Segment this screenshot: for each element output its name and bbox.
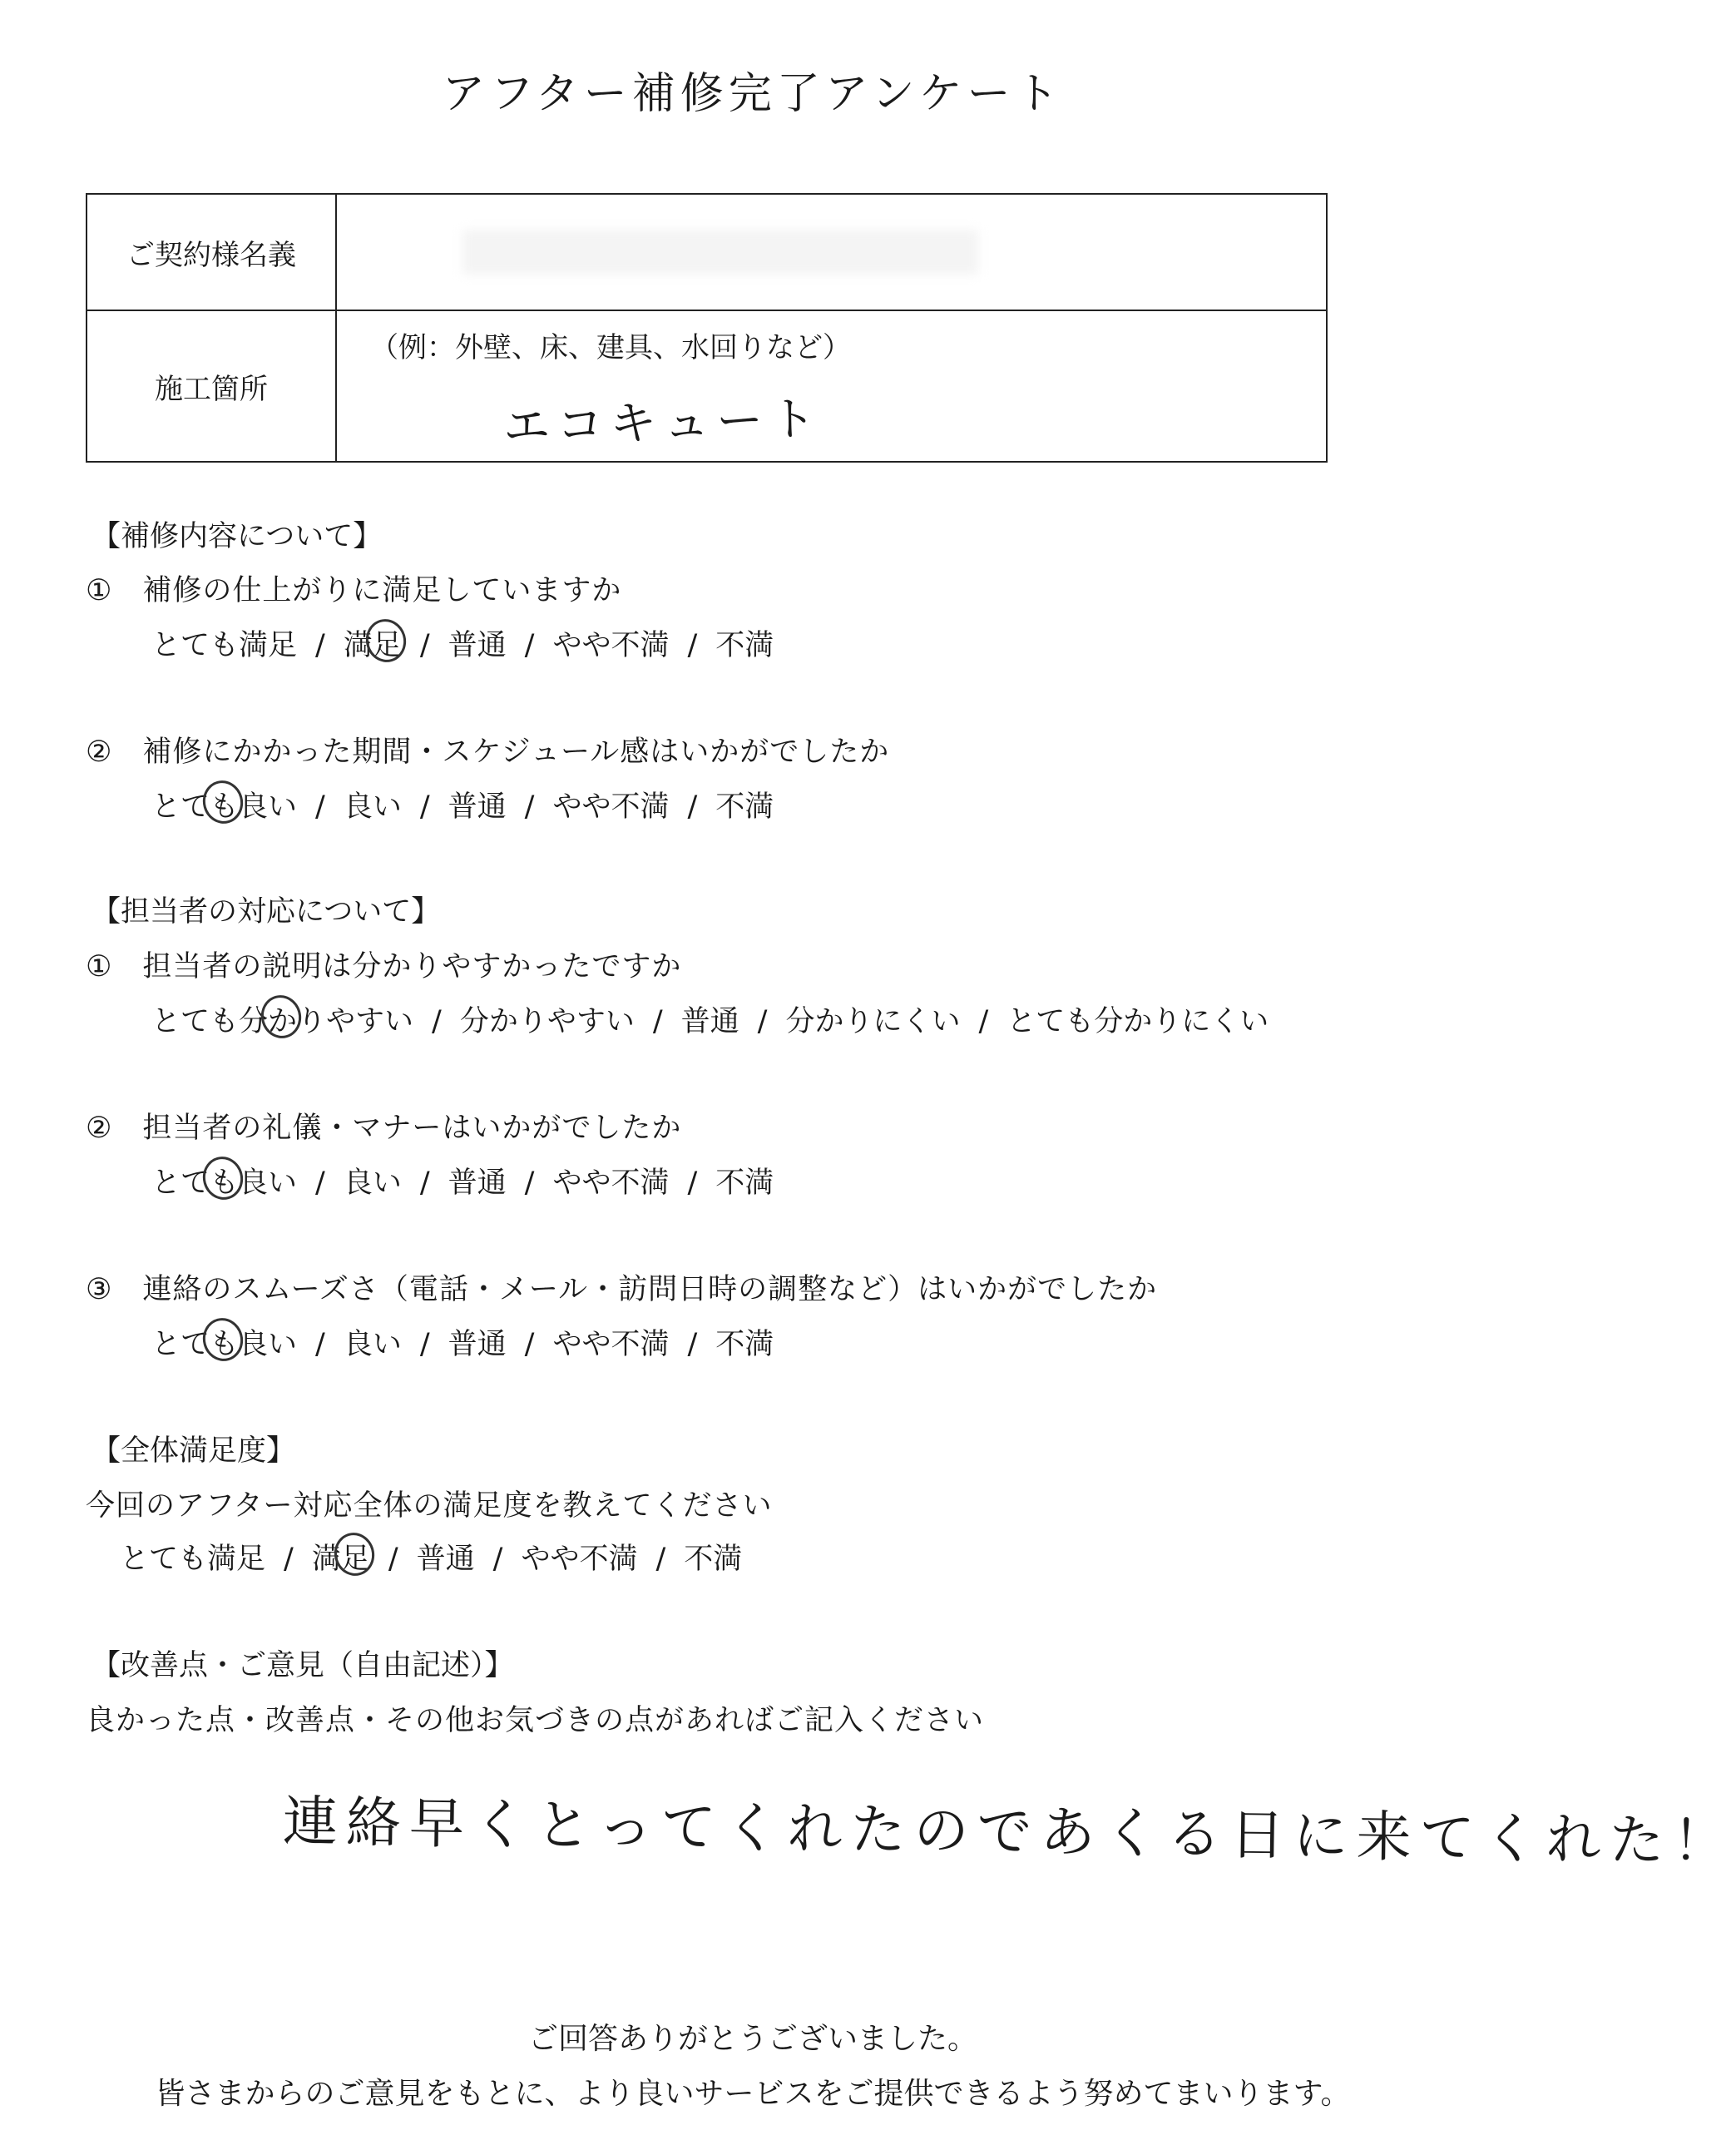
answer-option: やや不満 (521, 1543, 638, 1576)
answer-option: 分かりやすい (459, 1005, 635, 1038)
answer-option: 普通 (448, 790, 507, 824)
feedback-answer-handwritten: 連絡早くとってくれたのであくる日に来てくれた！ (282, 1789, 1736, 1875)
option-separator: / (687, 790, 698, 824)
answer-option: 普通 (448, 1167, 507, 1200)
section-heading-feedback: 【改善点・ご意見（自由記述）】 (91, 1649, 514, 1682)
answer-option: とても分かりやすい (151, 998, 413, 1040)
site-field (336, 310, 1327, 462)
answer-option: やや不満 (552, 629, 670, 662)
option-separator: / (419, 1328, 430, 1361)
answer-option: 良い (343, 790, 402, 824)
answer-option: 普通 (448, 629, 507, 662)
option-separator: / (315, 629, 325, 662)
answer-option: 満足 (312, 1536, 370, 1578)
option-separator: / (432, 1005, 442, 1038)
option-separator: / (687, 1328, 698, 1361)
answer-option: とても分かりにくい (1006, 1005, 1269, 1038)
question-staff-manners: ② 担当者の礼儀・マナーはいかがでしたか (86, 1112, 682, 1145)
option-separator: / (687, 1167, 698, 1200)
site-hint: （例：外壁、床、建具、水回りなど） (370, 331, 851, 364)
option-separator: / (524, 790, 535, 824)
option-separator: / (284, 1543, 294, 1576)
options-repair-quality (151, 622, 774, 664)
handwritten-circle-mark (198, 1314, 248, 1366)
option-separator: / (524, 1167, 535, 1200)
section-heading-staff: 【担当者の対応について】 (91, 895, 441, 929)
page-title: アフター補修完了アンケート (442, 69, 1064, 119)
answer-option: 良い (343, 1167, 402, 1200)
options-staff-manners (151, 1160, 774, 1201)
question-repair-schedule: ② 補修にかかった期間・スケジュール感はいかがでしたか (86, 736, 890, 769)
option-separator: / (978, 1005, 989, 1038)
handwritten-circle-mark (198, 776, 248, 829)
answer-option: 不満 (715, 1328, 774, 1361)
closing-message: 皆さまからのご意見をもとに、より良いサービスをご提供できるよう努めてまいります。 (155, 2077, 1351, 2111)
option-separator: / (757, 1005, 768, 1038)
answer-option: 普通 (448, 1328, 507, 1361)
option-separator: / (652, 1005, 663, 1038)
answer-option: 分かりにくい (785, 1005, 961, 1038)
handwritten-circle-mark (198, 1152, 248, 1205)
contract-name-label: ご契約様名義 (87, 194, 336, 310)
handwritten-circle-mark (256, 991, 306, 1043)
answer-option: 普通 (680, 1005, 739, 1038)
options-repair-schedule (151, 784, 774, 825)
customer-info-table (86, 193, 1328, 463)
thanks-message: ご回答ありがとうございました。 (527, 2022, 977, 2056)
answer-option: とても満足 (151, 629, 298, 662)
handwritten-circle-mark (329, 1528, 379, 1581)
options-staff-explanation (151, 998, 1269, 1040)
section-heading-overall: 【全体満足度】 (91, 1434, 296, 1468)
option-separator: / (419, 790, 430, 824)
answer-option: やや不満 (552, 1328, 670, 1361)
option-separator: / (687, 629, 698, 662)
answer-option: やや不満 (552, 1167, 670, 1200)
site-label: 施工箇所 (87, 310, 336, 462)
answer-option: 満足 (344, 622, 402, 664)
site-value-handwritten: エコキュート (502, 391, 823, 455)
option-separator: / (419, 1167, 430, 1200)
answer-option: とても良い (151, 1160, 297, 1201)
option-separator: / (492, 1543, 503, 1576)
option-separator: / (388, 1543, 398, 1576)
answer-option: 不満 (715, 790, 774, 824)
answer-option: 不満 (715, 629, 774, 662)
section-heading-repair: 【補修内容について】 (91, 520, 383, 553)
answer-option: 良い (343, 1328, 402, 1361)
contract-name-field (336, 194, 1327, 310)
answer-option: とても満足 (120, 1543, 266, 1576)
option-separator: / (655, 1543, 666, 1576)
question-contact-smoothness: ③ 連絡のスムーズさ（電話・メール・訪問日時の調整など）はいかがでしたか (86, 1273, 1158, 1306)
answer-option: 不満 (684, 1543, 743, 1576)
answer-option: 普通 (416, 1543, 475, 1576)
answer-option: とても良い (151, 784, 297, 825)
options-contact-smoothness (151, 1321, 774, 1363)
question-staff-explanation: ① 担当者の説明は分かりやすかったですか (86, 950, 682, 983)
handwritten-circle-mark (361, 615, 411, 667)
option-separator: / (524, 629, 535, 662)
options-overall (120, 1536, 742, 1578)
redacted-name (462, 230, 978, 275)
question-overall: 今回のアフター対応全体の満足度を教えてください (86, 1489, 773, 1523)
option-separator: / (315, 1328, 325, 1361)
answer-option: とても良い (151, 1321, 297, 1363)
answer-option: やや不満 (552, 790, 670, 824)
option-separator: / (419, 629, 430, 662)
answer-option: 不満 (715, 1167, 774, 1200)
option-separator: / (524, 1328, 535, 1361)
option-separator: / (315, 1167, 325, 1200)
option-separator: / (315, 790, 325, 824)
feedback-prompt: 良かった点・改善点・その他お気づきの点があればご記入ください (86, 1704, 985, 1737)
question-repair-quality: ① 補修の仕上がりに満足していますか (86, 574, 622, 607)
